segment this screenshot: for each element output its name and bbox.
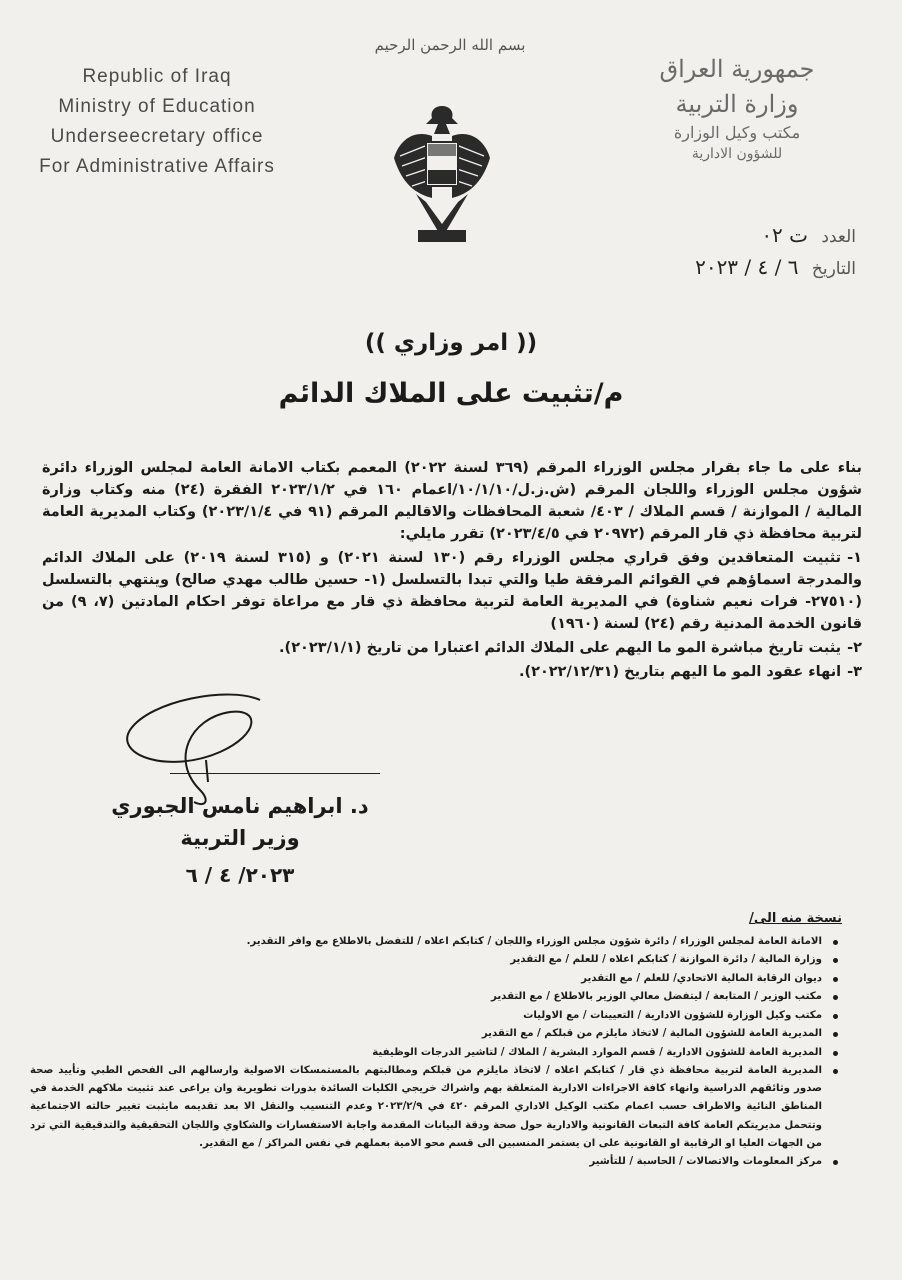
english-letterhead xyxy=(22,62,292,182)
copy-recipient: مكتب وكيل الوزارة للشؤون الادارية / التعيينات / مع الاوليات xyxy=(30,1007,826,1026)
item-text: يثبت تاريخ مباشرة المو ما اليهم على الملاك الدائم اعتبارا من تاريخ (٢٠٢٣/١/١). xyxy=(279,640,842,656)
signer-title: وزير التربية xyxy=(180,826,300,850)
copies-list xyxy=(30,933,842,1172)
signature-line xyxy=(170,773,380,774)
item-number: ٣- xyxy=(847,664,862,680)
reference-block xyxy=(676,220,856,284)
item-number: ١- xyxy=(847,550,862,566)
item-text: انهاء عقود المو ما اليهم بتاريخ (٢٠٢٢/١٢/٣١). xyxy=(518,664,842,680)
signer-block xyxy=(100,790,380,890)
copy-recipient: مركز المعلومات والاتصالات / الحاسبة / للتأشير xyxy=(30,1153,826,1172)
subject-line: م/تثبيت على الملاك الدائم xyxy=(278,378,624,409)
copy-recipient: وزارة المالية / دائرة الموازنة / كتابكم اعلاه / للعلم / مع التقدير xyxy=(30,951,826,970)
copy-recipient: ديوان الرقابة المالية الاتحادي/ للعلم / مع التقدير xyxy=(30,970,826,989)
signer-name: د. ابراهيم نامس الجبوري xyxy=(111,794,369,818)
basmala-header: بسم الله الرحمن الرحيم xyxy=(374,36,526,54)
arabic-header-republic: جمهورية العراق xyxy=(659,55,815,83)
arabic-header-affairs: للشؤون الادارية xyxy=(691,146,783,162)
date-label: التاريخ xyxy=(811,259,856,279)
english-header-line-2: Ministry of Education xyxy=(58,96,256,117)
copy-recipient: المديرية العامة للشؤون الادارية / قسم الموارد البشرية / الملاك / لتاشير الدرجات الوظيفية xyxy=(30,1044,826,1063)
arabic-header-office: مكتب وكيل الوزارة xyxy=(673,123,801,142)
intro-paragraph: بناء على ما جاء بقرار مجلس الوزراء المرقم (٣٦٩ لسنة ٢٠٢٢) المعمم بكتاب الامانة العامة لمجلس الوزراء دائرة شؤون مجلس الوزراء واللجان المرقم (ش.ز.ل/١٠/١/١٠/اعمام ١٦٠ في ٢٠٢٣/١/٢ الفقرة (٢٤) منه وكتاب وزارة المالية / الموازنة / قسم الملاك / ٤٠٣/ شعبة المحافظات والاقاليم المرقم (٩١ في ٢٠٢٣/١/٤) وكتاب المديرية العامة لتربية محافظة ذي قار المرقم (٢٠٩٧٢ في ٢٠٢٣/٤/٥) تقرر مايلي: xyxy=(42,460,863,542)
order-title: (( امر وزاري )) xyxy=(364,330,538,356)
date-value: ٦ / ٤ / ٢٠٢٣ xyxy=(695,255,799,279)
document-body xyxy=(42,457,862,683)
order-item xyxy=(42,547,862,635)
english-header-line-3: Underseecretary office xyxy=(50,126,264,147)
english-header-line-4: For Administrative Affairs xyxy=(39,156,275,177)
copy-recipient: المديرية العامة للشؤون المالية / لاتخاذ مايلزم من قبلكم / مع التقدير xyxy=(30,1025,826,1044)
reference-date-row xyxy=(676,252,856,284)
reference-number-row xyxy=(676,220,856,252)
item-number: ٢- xyxy=(847,640,862,656)
copy-recipient: المديرية العامة لتربية محافظة ذي قار / كتابكم اعلاه / لاتخاذ مايلزم من قبلكم ومطالبتهم بالمستمسكات الاصولية وارسالهم الى الفحص الطبي وتأييد صحة صدور وثائقهم الدراسية وانهاء كافة الاجراءات الادارية المتعلقة بهم واشراك خريجي الكليات السائدة بدورات تطويرية وان يراعى عند تثبيت ملاكهم الخدمة في المناطق النائية والاطراف حسب اعمام مكتب الوكيل الاداري المرقم ٤٢٠ في ٢٠٢٣/٢/٩ وعدم التنسيب والنقل الا بعد تقديمه مايثبت تغيير حالته الاجتماعية وتتحمل مديريتكم العامة كافة التبعات القانونية والادارية حول صحة ودقة البيانات المقدمة واجابة الاستفسارات والشكاوي واللجان التحقيقية والتدقيقية التي ترد من الجهات العليا او الرقابية او القانونية على ان يستمر المنسبين الى قسم محو الامية بعملهم في نفس المراكز / مع التقدير. xyxy=(30,1062,826,1153)
arabic-header-ministry: وزارة التربية xyxy=(675,90,799,118)
order-item xyxy=(42,637,862,659)
arabic-letterhead xyxy=(622,52,852,164)
number-label: العدد xyxy=(821,227,856,247)
copy-recipient: الامانة العامة لمجلس الوزراء / دائرة شؤون مجلس الوزراء واللجان / كتابكم اعلاه / للتفضل بالاطلاع مع وافر التقدير. xyxy=(30,933,826,952)
copies-heading: نسخة منه الى/ xyxy=(749,911,842,926)
english-header-line-1: Republic of Iraq xyxy=(82,66,232,87)
number-value: ت ٠٢ xyxy=(761,223,808,247)
order-item xyxy=(42,661,862,683)
item-text: تثبيت المتعاقدين وفق قراري مجلس الوزراء رقم (١٣٠ لسنة ٢٠٢١) و (٣١٥ لسنة ٢٠١٩) على الملاك الدائم والمدرجة اسماؤهم في القوائم المرفقة طيا والتي تبدا بالتسلسل (١- حسين طالب مهدي صالح) وينتهي بالتسلسل (٢٧٥١٠- فرات نعيم شناوة) في المديرية العامة لتربية محافظة ذي قار مع مراعاة توفر احكام المادتين (٧، ٩) من قانون الخدمة المدنية رقم (٢٤) لسنة (١٩٦٠) xyxy=(42,550,862,632)
copy-recipient: مكتب الوزير / المتابعة / ليتفضل معالي الوزير بالاطلاع / مع التقدير xyxy=(30,988,826,1007)
copies-section xyxy=(30,910,842,1172)
signature-date: ٢٠٢٣/ ٤ / ٦ xyxy=(185,863,295,887)
iraq-eagle-emblem-icon xyxy=(386,98,498,248)
